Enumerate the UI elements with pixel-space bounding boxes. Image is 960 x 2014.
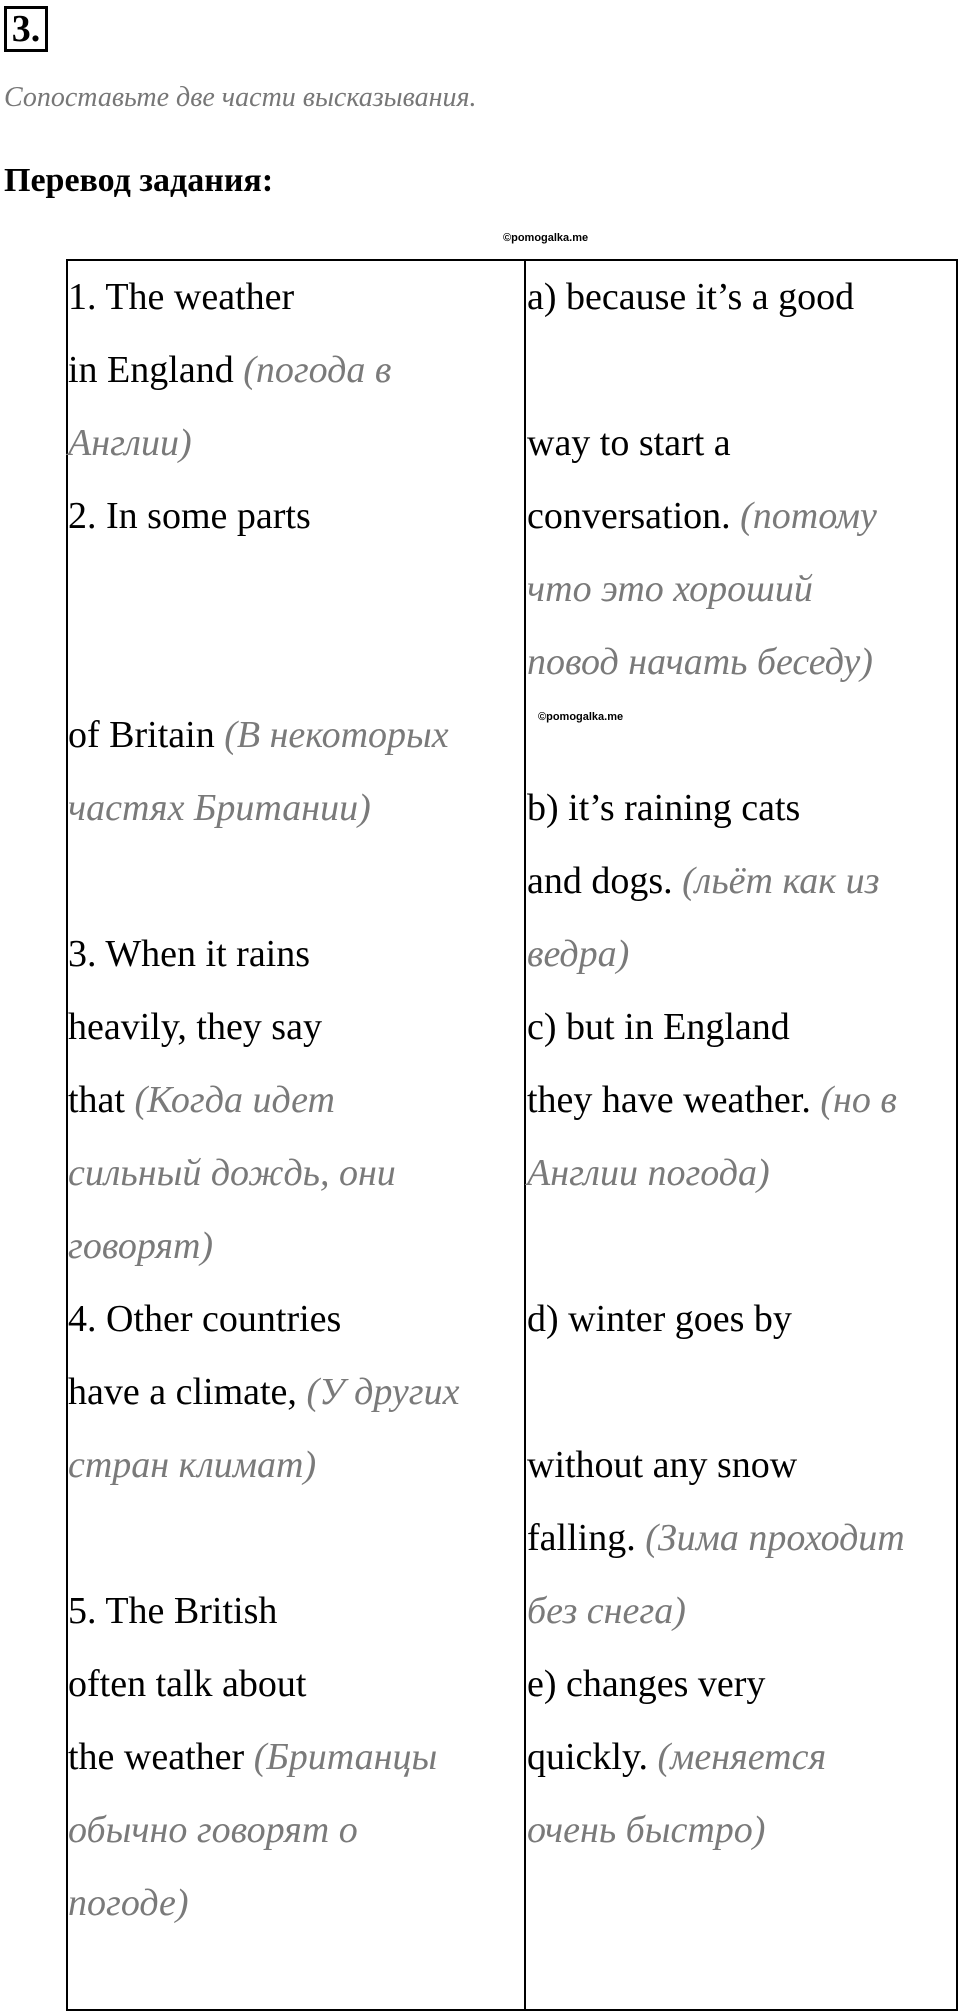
english-text: that [68, 1079, 135, 1121]
right-line [527, 1648, 765, 1721]
right-line [527, 261, 854, 334]
right-line [527, 626, 873, 699]
right-line [527, 480, 877, 553]
english-text: have a climate, [68, 1371, 307, 1413]
russian-translation: ведра) [527, 933, 630, 975]
english-text: of Britain [68, 714, 225, 756]
english-text: e) changes very [527, 1663, 766, 1705]
english-text: b) it’s raining cats [527, 787, 801, 829]
english-text: quickly. [527, 1736, 658, 1778]
left-line [68, 1064, 335, 1137]
left-line [68, 991, 322, 1064]
right-line [527, 1794, 765, 1867]
english-text: 4. Other countries [68, 1298, 342, 1340]
russian-translation: (Британцы [253, 1736, 438, 1778]
english-text: falling. [527, 1517, 646, 1559]
english-text: 5. The British [68, 1590, 278, 1632]
left-line [68, 334, 391, 407]
left-line [68, 1721, 437, 1794]
russian-translation: сильный дождь, они [68, 1152, 396, 1194]
right-line [527, 407, 731, 480]
russian-translation: (В некоторых [224, 714, 449, 756]
right-line [527, 1429, 797, 1502]
russian-translation: (Когда идет [134, 1079, 335, 1121]
right-line [527, 918, 629, 991]
english-text: and dogs. [527, 860, 683, 902]
watermark: ©pomogalka.me [503, 232, 589, 244]
english-text: the weather [68, 1736, 254, 1778]
russian-translation: (льёт как из [682, 860, 880, 902]
right-line [527, 1064, 897, 1137]
english-text: 2. In some parts [68, 495, 311, 537]
right-line [527, 1502, 905, 1575]
left-line [68, 918, 310, 991]
russian-translation: (но в [820, 1079, 897, 1121]
russian-translation: (Зима проходит [645, 1517, 905, 1559]
russian-translation: очень быстро) [527, 1809, 766, 1851]
left-line [68, 1210, 213, 1283]
english-text: heavily, they say [68, 1006, 322, 1048]
right-line [527, 1283, 792, 1356]
russian-translation: (меняется [657, 1736, 827, 1778]
left-line [68, 480, 311, 553]
russian-translation: Англии) [68, 422, 192, 464]
task-instruction: Сопоставьте две части высказывания. [4, 82, 477, 113]
right-line [527, 1575, 686, 1648]
right-line [527, 1137, 770, 1210]
russian-translation: что это хороший [527, 568, 813, 610]
right-line [527, 772, 800, 845]
left-line [68, 1137, 396, 1210]
russian-translation: обычно говорят о [68, 1809, 358, 1851]
english-text: without any snow [527, 1444, 798, 1486]
left-line [68, 1283, 341, 1356]
english-text: a) because it’s a good [527, 276, 855, 318]
right-line [527, 991, 790, 1064]
right-line [527, 1721, 826, 1794]
russian-translation: (У других [306, 1371, 460, 1413]
left-line [68, 261, 294, 334]
russian-translation: (погода в [243, 349, 392, 391]
russian-translation: частях Британии) [68, 787, 371, 829]
english-text: 1. The weather [68, 276, 295, 318]
english-text: d) winter goes by [527, 1298, 792, 1340]
left-line [68, 1648, 306, 1721]
russian-translation: стран климат) [68, 1444, 317, 1486]
watermark: ©pomogalka.me [538, 711, 624, 723]
russian-translation: (потому [740, 495, 877, 537]
english-text: they have weather. [527, 1079, 821, 1121]
russian-translation: без снега) [527, 1590, 686, 1632]
left-line [68, 699, 449, 772]
left-line [68, 1867, 189, 1940]
left-line [68, 772, 371, 845]
russian-translation: погоде) [68, 1882, 189, 1924]
left-line [68, 1356, 459, 1429]
column-divider [524, 261, 526, 2009]
english-text: conversation. [527, 495, 741, 537]
english-text: 3. When it rains [68, 933, 311, 975]
left-line [68, 407, 192, 480]
translation-heading: Перевод задания: [4, 162, 274, 199]
left-line [68, 1794, 358, 1867]
left-line [68, 1429, 316, 1502]
english-text: c) but in England [527, 1006, 790, 1048]
english-text: in England [68, 349, 244, 391]
matching-table [66, 259, 958, 2011]
russian-translation: Англии погода) [527, 1152, 770, 1194]
russian-translation: повод начать беседу) [527, 641, 873, 683]
english-text: often talk about [68, 1663, 307, 1705]
russian-translation: говорят) [68, 1225, 214, 1267]
left-line [68, 1575, 277, 1648]
task-number: 3. [4, 6, 48, 52]
right-line [527, 553, 813, 626]
english-text: way to start a [527, 422, 731, 464]
right-line [527, 845, 879, 918]
